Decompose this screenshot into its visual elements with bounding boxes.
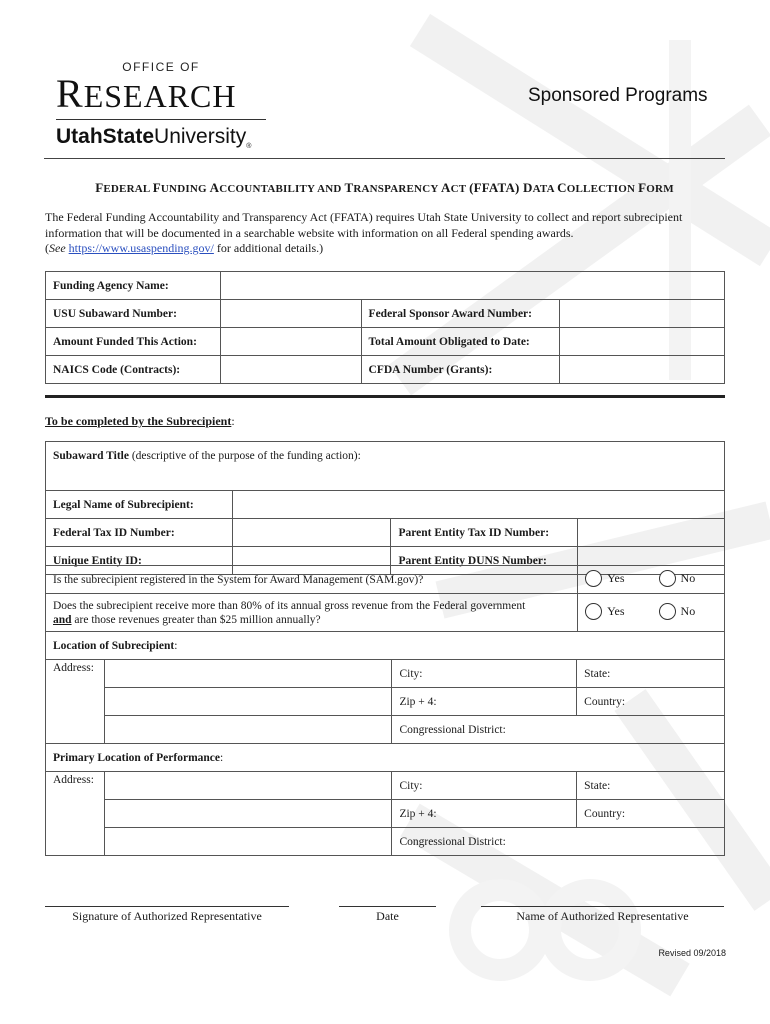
city-field[interactable]: City: — [392, 660, 577, 688]
cfda-field[interactable] — [560, 356, 725, 384]
amount-funded-field[interactable] — [220, 328, 361, 356]
revenue-question: Does the subrecipient receive more than 80% of its annual gross revenue from the Federal government and are those revenues greater than $25 million annually? — [46, 594, 578, 632]
revenue-no-option[interactable]: No — [659, 603, 696, 620]
usu-subaward-field[interactable] — [220, 300, 361, 328]
zip-field[interactable]: Zip + 4: — [392, 688, 577, 716]
logo-usu: UtahStateUniversity$_®$ — [56, 125, 252, 151]
sam-question: Is the subrecipient registered in the System for Award Management (SAM.gov)? — [46, 566, 578, 594]
congressional-district-field[interactable]: Congressional District: — [392, 828, 725, 856]
radio-icon[interactable] — [585, 570, 602, 587]
section-divider — [45, 395, 725, 398]
amount-funded-label: Amount Funded This Action: — [46, 328, 221, 356]
usu-subaward-label: USU Subaward Number: — [46, 300, 221, 328]
country-field[interactable]: Country: — [577, 800, 725, 828]
office-of-research-logo — [56, 60, 286, 158]
zip-field[interactable]: Zip + 4: — [392, 800, 577, 828]
funding-agency-label: Funding Agency Name: — [46, 272, 221, 300]
form-title: FEDERAL FUNDING ACCOUNTABILITY AND TRANSPARENCY ACT (FFATA) DATA COLLECTION FORM — [95, 180, 674, 195]
address-label: Address: — [46, 660, 105, 744]
legal-name-label: Legal Name of Subrecipient: — [46, 491, 233, 519]
performance-heading: Primary Location of Performance: — [46, 744, 725, 772]
sam-no-option[interactable]: No — [659, 570, 696, 587]
location-heading: Location of Subrecipient: — [46, 632, 725, 660]
logo-office-of: OFFICE OF — [122, 60, 200, 74]
logo-research: RESEARCH — [56, 71, 237, 116]
questions-table — [45, 565, 725, 632]
state-field[interactable]: State: — [577, 772, 725, 800]
federal-sponsor-award-label: Federal Sponsor Award Number: — [361, 300, 560, 328]
naics-field[interactable] — [220, 356, 361, 384]
radio-icon[interactable] — [659, 570, 676, 587]
logo-divider — [56, 119, 266, 120]
subrecipient-heading: To be completed by the Subrecipient: — [45, 414, 235, 428]
cfda-label: CFDA Number (Grants): — [361, 356, 560, 384]
funding-info-table — [45, 271, 725, 384]
legal-name-field[interactable] — [232, 491, 724, 519]
date-line[interactable] — [339, 906, 436, 907]
sponsored-programs-heading: Sponsored Programs — [528, 85, 708, 106]
parent-tax-id-label: Parent Entity Tax ID Number: — [391, 519, 578, 547]
country-field[interactable]: Country: — [577, 688, 725, 716]
name-line[interactable] — [481, 906, 724, 907]
subrecipient-table — [45, 441, 725, 575]
federal-tax-id-label: Federal Tax ID Number: — [46, 519, 233, 547]
revised-date: Revised 09/2018 — [658, 948, 726, 958]
city-field[interactable]: City: — [392, 772, 577, 800]
total-obligated-field[interactable] — [560, 328, 725, 356]
address-line-2-field[interactable] — [104, 800, 391, 828]
naics-label: NAICS Code (Contracts): — [46, 356, 221, 384]
address-line-1-field[interactable] — [104, 772, 391, 800]
parent-duns-label: Parent Entity DUNS Number: — [391, 547, 578, 575]
intro-paragraph: The Federal Funding Accountability and Transparency Act (FFATA) requires Utah State University to collect and report subrecipient information that will be documented in a searchable website with information on all Federal spending awards. (See https://www.usaspending.gov/ for additional details.) — [45, 210, 683, 255]
address-label: Address: — [46, 772, 105, 856]
congressional-district-field[interactable]: Congressional District: — [392, 716, 725, 744]
header-divider — [44, 158, 725, 159]
usaspending-link[interactable]: https://www.usaspending.gov/ — [68, 241, 214, 255]
address-line-3-field[interactable] — [104, 716, 391, 744]
revenue-yes-option[interactable]: Yes — [585, 603, 624, 620]
subaward-title-field[interactable]: Subaward Title (descriptive of the purpose of the funding action): — [46, 442, 725, 491]
radio-icon[interactable] — [659, 603, 676, 620]
address-line-1-field[interactable] — [104, 660, 391, 688]
radio-icon[interactable] — [585, 603, 602, 620]
sam-yes-option[interactable]: Yes — [585, 570, 624, 587]
unique-entity-id-label: Unique Entity ID: — [46, 547, 233, 575]
parent-tax-id-field[interactable] — [578, 519, 725, 547]
address-line-3-field[interactable] — [104, 828, 391, 856]
total-obligated-label: Total Amount Obligated to Date: — [361, 328, 560, 356]
address-line-2-field[interactable] — [104, 688, 391, 716]
signature-label: Signature of Authorized Representative — [72, 909, 262, 923]
signature-line[interactable] — [45, 906, 289, 907]
state-field[interactable]: State: — [577, 660, 725, 688]
federal-sponsor-award-field[interactable] — [560, 300, 725, 328]
name-label: Name of Authorized Representative — [516, 909, 689, 923]
funding-agency-field[interactable] — [220, 272, 724, 300]
performance-location-table — [45, 743, 725, 856]
federal-tax-id-field[interactable] — [232, 519, 391, 547]
subrecipient-location-table — [45, 631, 725, 744]
date-label: Date — [376, 909, 399, 923]
